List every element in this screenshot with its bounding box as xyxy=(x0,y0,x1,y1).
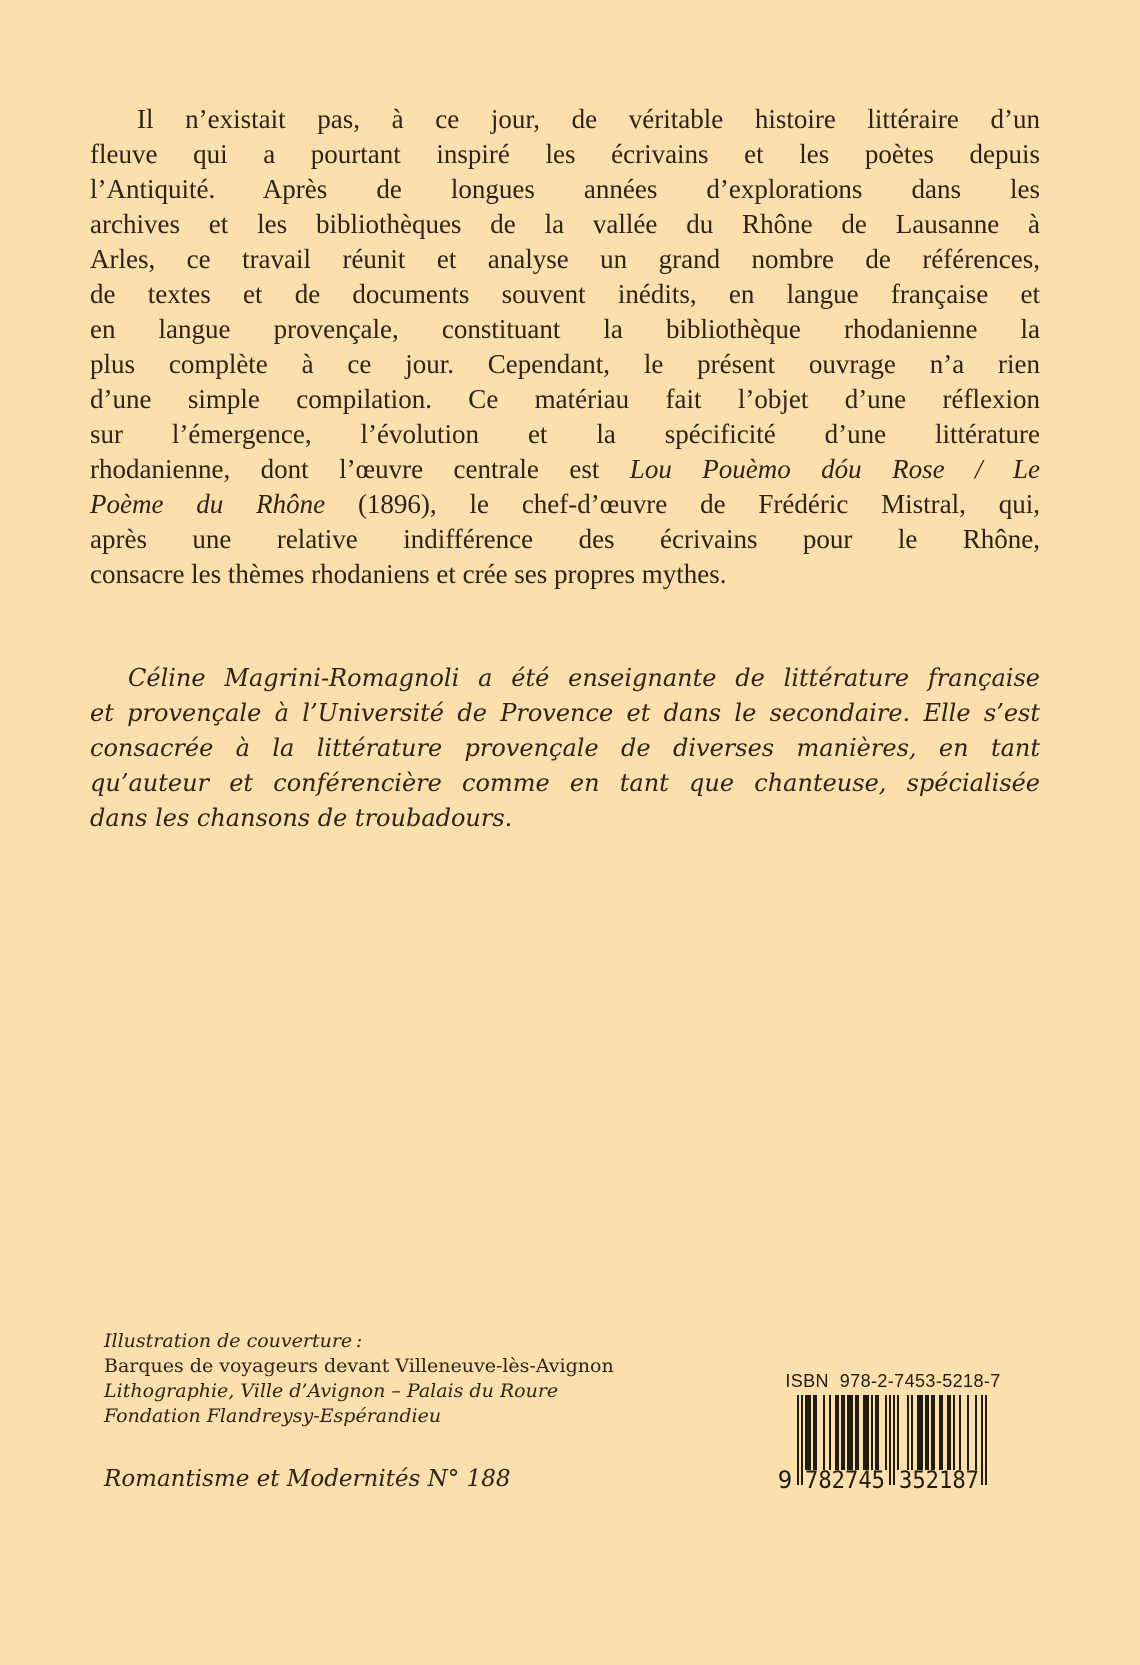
author-bio-line: dans les chansons de troubadours. xyxy=(90,804,513,832)
synopsis-line: fleuve qui a pourtant inspiré les écrivains et les poètes depuis xyxy=(90,139,1040,169)
synopsis-line: sur l’émergence, l’évolution et la spécificité d’une littérature xyxy=(90,419,1040,449)
author-bio-paragraph xyxy=(90,661,1040,836)
barcode-digit-first: 9 xyxy=(777,1466,793,1492)
synopsis-paragraph xyxy=(90,102,1040,592)
synopsis-line: Arles, ce travail réunit et analyse un grand nombre de références, xyxy=(90,244,1040,274)
author-bio-line: et provençale à l’Université de Provence et dans le secondaire. Elle s’est xyxy=(90,699,1040,727)
synopsis-line: consacre les thèmes rhodaniens et crée ses propres mythes. xyxy=(90,559,727,589)
synopsis-line: de textes et de documents souvent inédits, en langue française et xyxy=(90,279,1040,309)
credit-line: Lithographie, Ville d’Avignon – Palais du Roure xyxy=(104,1380,559,1402)
credit-line: Fondation Flandreysy-Espérandieu xyxy=(104,1405,442,1427)
series-label: Romantisme et Modernités N° 188 xyxy=(104,1466,511,1492)
isbn-label: ISBN 978-2-7453-5218-7 xyxy=(785,1371,1001,1391)
synopsis-line: en langue provençale, constituant la bibliothèque rhodanienne la xyxy=(90,314,1040,344)
synopsis-line: après une relative indifférence des écrivains pour le Rhône, xyxy=(90,524,1040,554)
synopsis-line: Il n’existait pas, à ce jour, de véritable histoire littéraire d’un xyxy=(137,104,1040,134)
author-bio-line: Céline Magrini-Romagnoli a été enseignante de littérature française xyxy=(128,664,1040,692)
author-bio-line: qu’auteur et conférencière comme en tant que chanteuse, spécialisée xyxy=(90,769,1040,797)
cover-credits xyxy=(104,1329,614,1429)
synopsis-line: l’Antiquité. Après de longues années d’explorations dans les xyxy=(90,174,1040,204)
credit-line: Illustration de couverture : xyxy=(104,1330,363,1352)
credit-line: Barques de voyageurs devant Villeneuve-lès-Avignon xyxy=(104,1355,614,1377)
barcode-digits-left: 782745 xyxy=(805,1466,885,1492)
synopsis-line: archives et les bibliothèques de la vallée du Rhône de Lausanne à xyxy=(90,209,1040,239)
synopsis-line: d’une simple compilation. Ce matériau fait l’objet d’une réflexion xyxy=(90,384,1040,414)
barcode-digits-right: 352187 xyxy=(899,1466,979,1492)
ean13-barcode xyxy=(775,1395,1011,1492)
synopsis-line: rhodanienne, dont l’œuvre centrale est Lou Pouèmo dóu Rose / Le xyxy=(90,454,1040,484)
author-bio-line: consacrée à la littérature provençale de diverses manières, en tant xyxy=(90,734,1040,762)
synopsis-line: Poème du Rhône (1896), le chef-d’œuvre de Frédéric Mistral, qui, xyxy=(90,489,1040,519)
synopsis-line: plus complète à ce jour. Cependant, le présent ouvrage n’a rien xyxy=(90,349,1040,379)
